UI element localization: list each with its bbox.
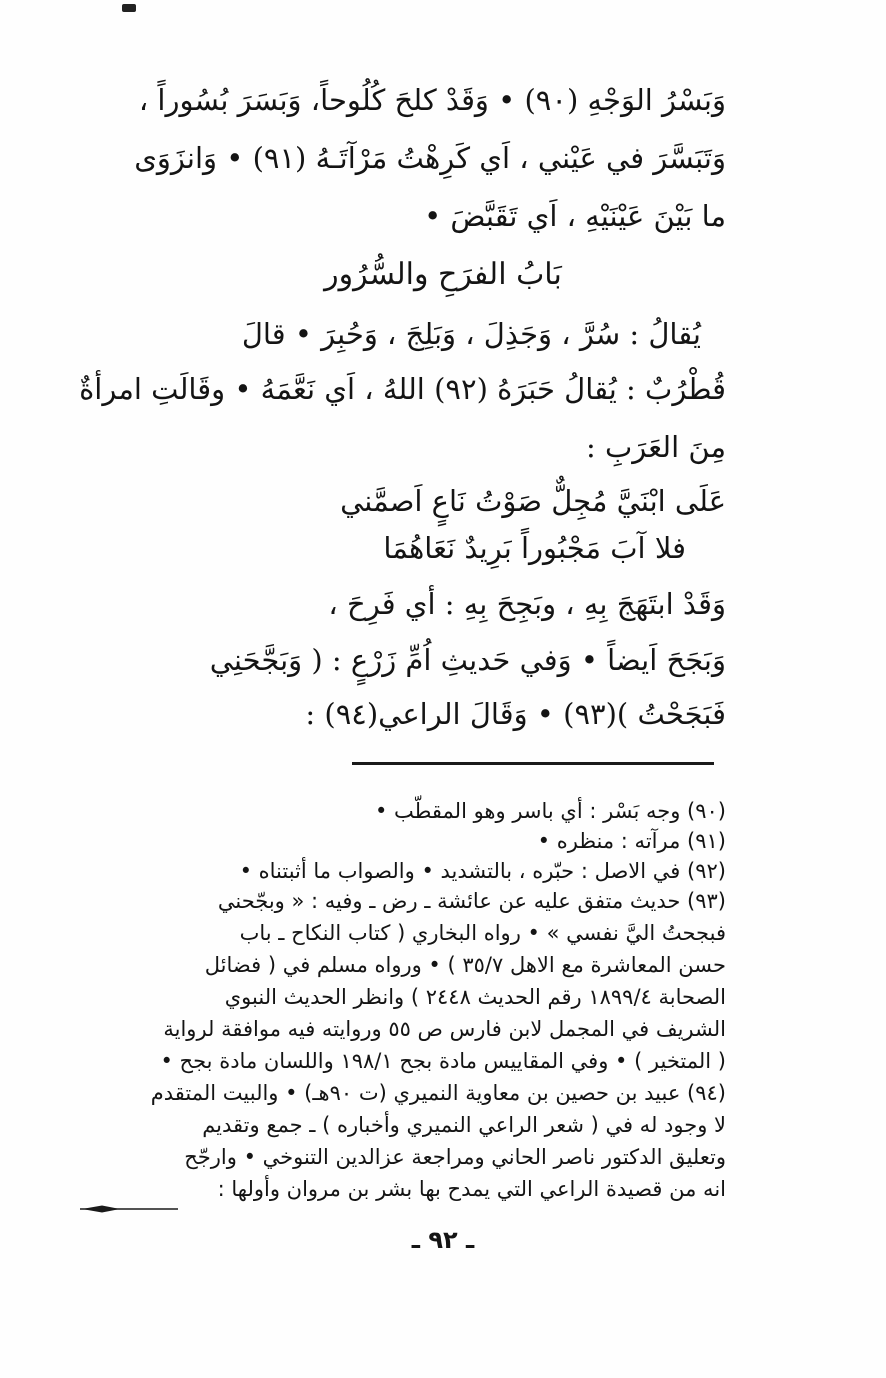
body-line-1: وَبَسْرُ الوَجْهِ (٩٠) • وَقَدْ كلحَ كُلُوحاً، وَبَسَرَ بُسُوراً ، bbox=[138, 83, 726, 117]
footnote-93-line-2: فبجحتُ اليَّ نفسي » • رواه البخاري ( كتاب النكاح ـ باب bbox=[239, 921, 726, 945]
footnote-93-line-4: الصحابة ١٨٩٩/٤ رقم الحديث ٢٤٤٨ ) وانظر الحديث النبوي bbox=[224, 985, 726, 1009]
footnote-92 bbox=[240, 856, 726, 886]
body-line-2: وَتَبَسَّرَ في عَيْني ، اَي كَرِهْتُ مَرْآتَـهُ (٩١) • وَانزَوَى bbox=[134, 141, 726, 175]
footnote-text: عبيد بن حصين بن معاوية النميري (ت ٩٠هـ) • والبيت المتقدم bbox=[150, 1081, 681, 1105]
footnote-93-line-6: ( المتخير ) • وفي المقاييس مادة بجح ١٩٨/١ واللسان مادة بجح • bbox=[160, 1049, 726, 1073]
footnote-number: (٩٤) bbox=[687, 1081, 726, 1105]
footnote-number: (٩١) bbox=[687, 829, 726, 853]
footnote-90 bbox=[375, 796, 726, 826]
verse-line-1: عَلَى ابْنَيَّ مُجِلٌّ صَوْتُ نَاعٍ اَصمَّني bbox=[340, 484, 726, 518]
footnote-text: حديث متفق عليه عن عائشة ـ رض ـ وفيه : « وبجّحني bbox=[217, 889, 681, 913]
body-line-3: ما بَيْنَ عَيْنَيْهِ ، اَي تَقَبَّضَ • bbox=[424, 199, 726, 233]
body-line-6: مِنَ العَرَبِ : bbox=[585, 430, 726, 464]
chapter-heading: بَابُ الفرَحِ والسُّرُور bbox=[324, 257, 562, 292]
body-line-8: وَبَجَحَ اَيضاً • وَفي حَديثِ اُمِّ زَرْعٍ : ( وَبَجَّحَنِي bbox=[209, 643, 726, 677]
footnote-94-line-2: لا وجود له في ( شعر الراعي النميري وأخباره ) ـ جمع وتقديم bbox=[202, 1113, 726, 1137]
body-line-4: يُقالُ : سُرَّ ، وَجَذِلَ ، وَبَلِجَ ، وَحُبِرَ • قالَ bbox=[241, 317, 701, 351]
footnote-text: وجه بَسْر : أي باسر وهو المقطّب • bbox=[375, 799, 681, 823]
footnote-separator bbox=[352, 762, 714, 765]
footnote-93-line-5: الشريف في المجمل لابن فارس ص ٥٥ وروايته فيه موافقة لرواية bbox=[163, 1017, 726, 1041]
body-line-9: فَبَجَحْتُ )(٩٣) • وَقَالَ الراعي(٩٤) : bbox=[305, 697, 726, 731]
footnote-94-line-3: وتعليق الدكتور ناصر الحاني ومراجعة عزالدين التنوخي • وارجّح bbox=[184, 1145, 726, 1169]
footnote-94-line-4: انه من قصيدة الراعي التي يمدح بها بشر بن مروان وأولها : bbox=[217, 1177, 726, 1201]
body-line-5: قُطْرُبٌ : يُقالُ حَبَرَهُ (٩٢) اللهُ ، اَي نَعَّمَهُ • وقَالَتِ امرأةٌ bbox=[79, 372, 726, 406]
footnote-93-line-3: حسن المعاشرة مع الاهل ٣٥/٧ ) • ورواه مسلم في ( فضائل bbox=[204, 953, 726, 977]
footnote-number: (٩٣) bbox=[687, 889, 726, 913]
footnote-number: (٩٠) bbox=[687, 799, 726, 823]
page-number: ـ ٩٢ ـ bbox=[411, 1226, 475, 1254]
verse-line-2: فلا آبَ مَجْبُوراً بَرِيدٌ نَعَاهُمَا bbox=[383, 531, 686, 565]
scan-speck bbox=[122, 4, 136, 12]
footnote-text: في الاصل : حبّره ، بالتشديد • والصواب ما أثبتناه • bbox=[239, 859, 681, 883]
footnote-94 bbox=[151, 1078, 726, 1108]
footnote-number: (٩٢) bbox=[687, 859, 726, 883]
footnote-91 bbox=[538, 826, 726, 856]
body-line-7: وَقَدْ ابتَهَجَ بِهِ ، وبَجِحَ بِهِ : أي فَرِحَ ، bbox=[328, 587, 726, 621]
end-ornament-icon bbox=[80, 1204, 178, 1214]
footnote-text: مرآته : منظره • bbox=[537, 829, 681, 853]
footnote-93 bbox=[218, 886, 726, 916]
